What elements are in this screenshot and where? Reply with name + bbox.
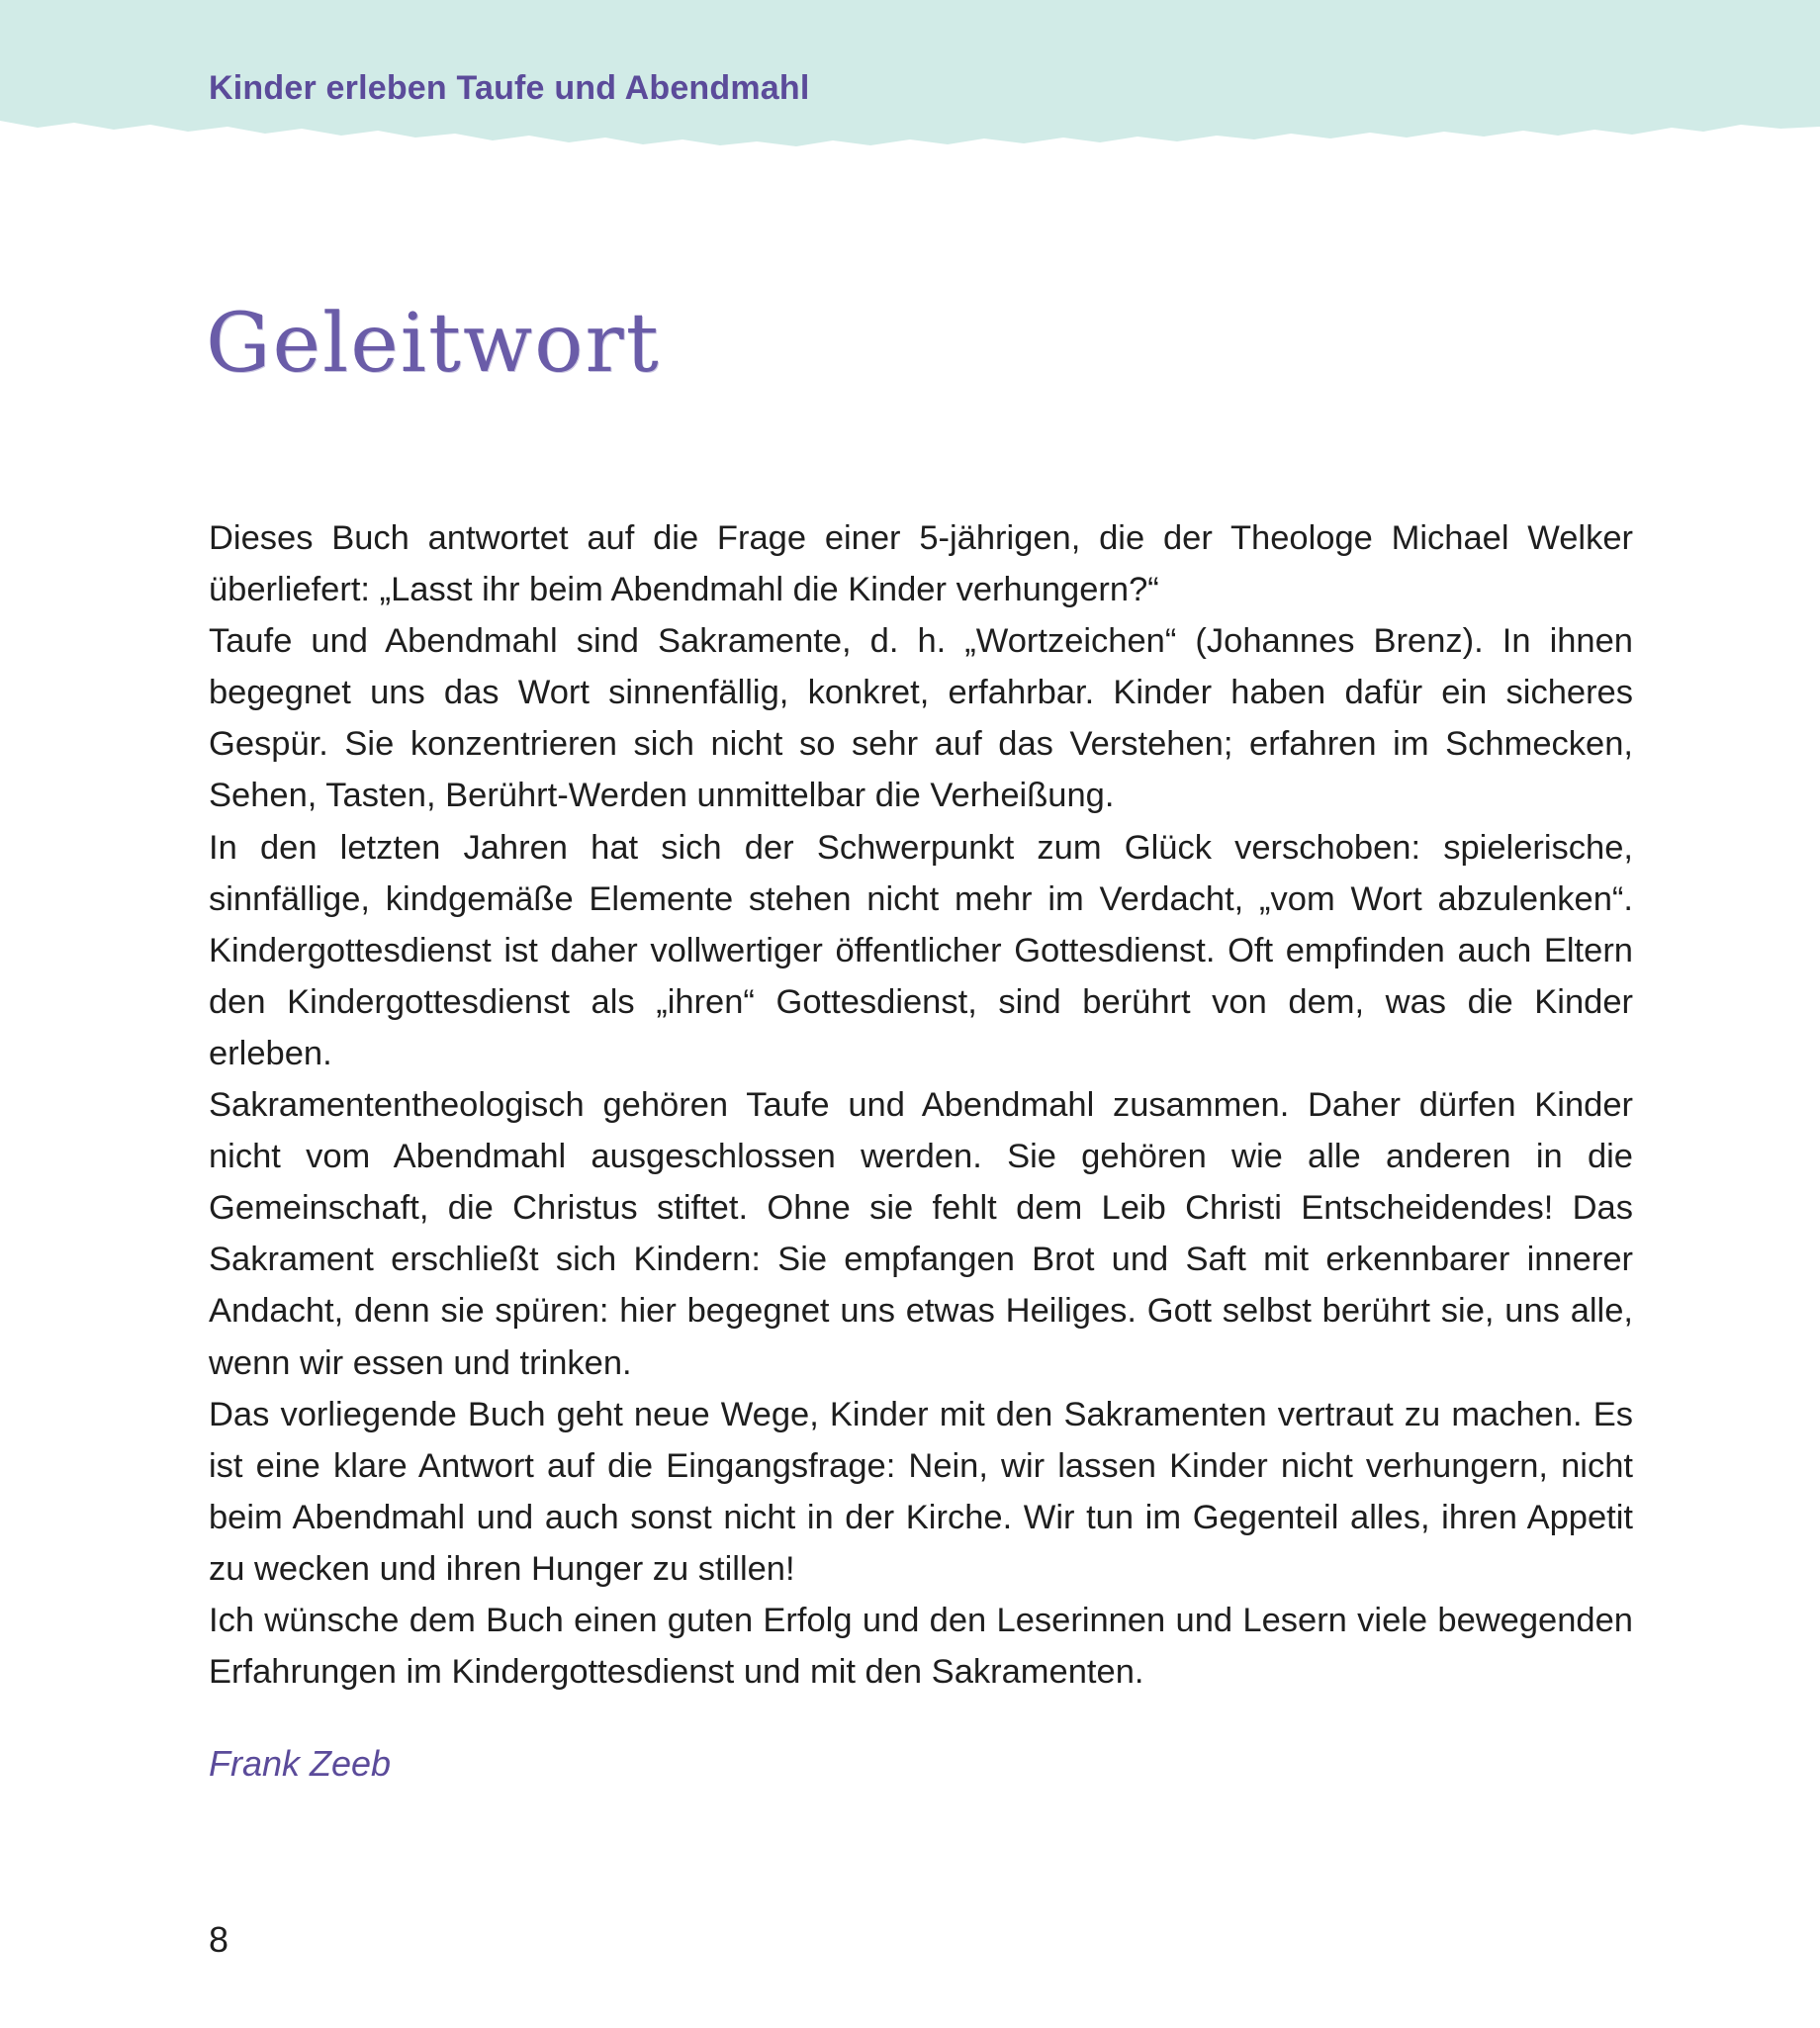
paragraph: Das vorliegende Buch geht neue Wege, Kinder mit den Sakramenten vertraut zu machen. Es ist eine klare Antwort auf die Eingangsfrage: Nein, wir lassen Kinder nicht verhungern, nicht beim Abendmahl und auch sonst nicht in der Kirche. Wir tun im Gegenteil alles, ihren Appetit zu wecken und ihren Hunger zu stillen! bbox=[209, 1395, 1633, 1588]
body-text bbox=[209, 512, 1633, 1698]
page-number: 8 bbox=[209, 1919, 229, 1960]
running-head: Kinder erleben Taufe und Abendmahl bbox=[209, 69, 810, 107]
author-signature: Frank Zeeb bbox=[209, 1743, 392, 1784]
paragraph: Sakramententheologisch gehören Taufe und Abendmahl zusammen. Daher dürfen Kinder nicht vom Abendmahl ausgeschlossen werden. Sie gehören wie alle anderen in die Gemeinschaft, die Christus stiftet. Ohne sie fehlt dem Leib Christi Entscheidendes! Das Sakrament erschließt sich Kindern: Sie empfangen Brot und Saft mit erkennbarer innerer Andacht, denn sie spüren: hier begegnet uns etwas Heiliges. Gott selbst berührt sie, uns alle, wenn wir essen und trinken. bbox=[209, 1086, 1633, 1382]
paragraph: Ich wünsche dem Buch einen guten Erfolg und den Leserinnen und Lesern viele bewegenden Erfahrungen im Kindergottesdienst und mit den Sakramenten. bbox=[209, 1601, 1633, 1692]
paragraph: Dieses Buch antwortet auf die Frage einer 5-jährigen, die der Theologe Michael Welker überliefert: „Lasst ihr beim Abendmahl die Kinder verhungern?“ bbox=[209, 519, 1633, 609]
page-title: Geleitwort bbox=[206, 297, 661, 391]
paragraph: Taufe und Abendmahl sind Sakramente, d. h. „Wortzeichen“ (Johannes Brenz). In ihnen begegnet uns das Wort sinnenfällig, konkret, erfahrbar. Kinder haben dafür ein sicheres Gespür. Sie konzentrieren sich nicht so sehr auf das Verstehen; erfahren im Schmecken, Sehen, Tasten, Berührt-Werden unmittelbar die Verheißung. bbox=[209, 622, 1633, 815]
paragraph: In den letzten Jahren hat sich der Schwerpunkt zum Glück verschoben: spielerische, sinnfällige, kindgemäße Elemente stehen nicht mehr im Verdacht, „vom Wort abzulenken“. Kindergottesdienst ist daher vollwertiger öffentlicher Gottesdienst. Oft empfinden auch Eltern den Kindergottesdienst als „ihren“ Gottesdienst, sind berührt von dem, was die Kinder erleben. bbox=[209, 828, 1633, 1072]
